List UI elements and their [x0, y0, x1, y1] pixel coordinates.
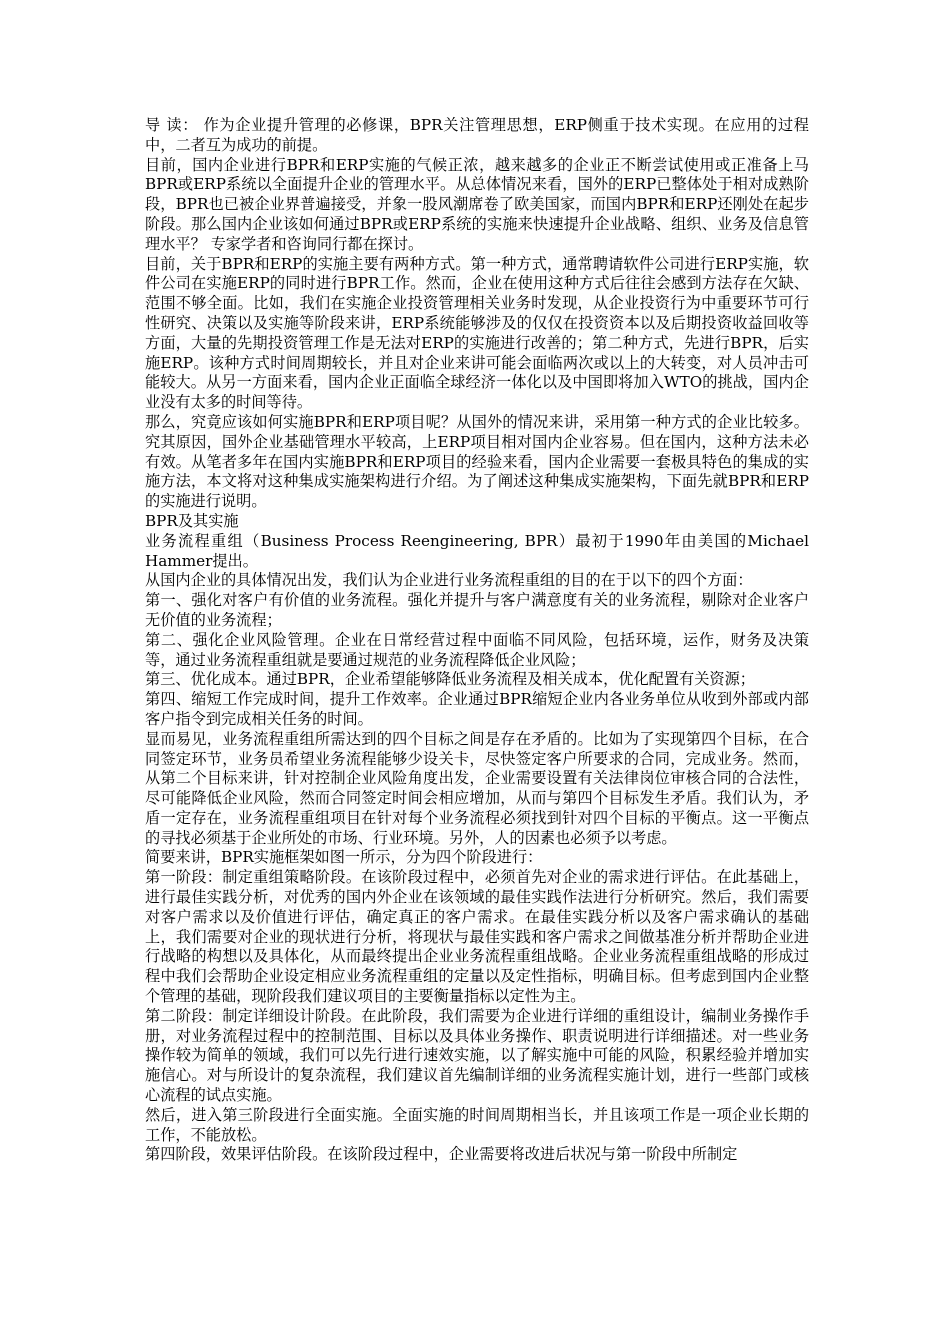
stage-paragraph: 第四阶段，效果评估阶段。在该阶段过程中，企业需要将改进后状况与第一阶段中所制定 [145, 1145, 738, 1164]
stage-paragraph: 然后，进入第三阶段进行全面实施。全面实施的时间周期相当长，并且该项工作是一项企业长期的工作，不能放松。 [145, 1105, 809, 1144]
list-item: 第二、强化企业风险管理。企业在日常经营过程中面临不同风险，包括环境，运作，财务及决策等，通过业务流程重组就是要通过规范的业务流程降低企业风险； [145, 630, 809, 669]
section-heading: BPR及其实施 [145, 511, 239, 530]
stage-paragraph: 第一阶段：制定重组策略阶段。在该阶段过程中，必须首先对企业的需求进行评估。在此基础上，进行最佳实践分析，对优秀的国内外企业在该领域的最佳实践作法进行分析研究。然后，我们需要对客户需求以及价值进行评估，确定真正的客户需求。在最佳实践分析以及客户需求确认的基础上，我们需要对企业的现状进行分析，将现状与最佳实践和客户需求之间做基准分析并帮助企业进行战略的构想以及具体化，从而最终提出企业业务流程重组战略。企业业务流程重组战略的形成过程中我们会帮助企业设定相应业务流程重组的定量以及定性指标，明确目标。但考虑到国内企业整个管理的基础，现阶段我们建议项目的主要衡量指标以定性为主。 [145, 868, 809, 1006]
document-page [145, 116, 809, 1165]
body-paragraph: 从国内企业的具体情况出发，我们认为企业进行业务流程重组的目的在于以下的四个方面： [145, 571, 753, 590]
body-paragraph: 业务流程重组（Business Process Reengineering, BPR）最初于1990年由美国的Michael Hammer提出。 [145, 531, 809, 570]
body-paragraph: 那么，究竟应该如何实施BPR和ERP项目呢？从国外的情况来讲，采用第一种方式的企业比较多。究其原因，国外企业基础管理水平较高，上ERP项目相对国内企业容易。但在国内，这种方法未必有效。从笔者多年在国内实施BPR和ERP项目的经验来看，国内企业需要一套极具特色的集成的实施方法，本文将对这种集成实施架构进行介绍。为了阐述这种集成实施架构，下面先就BPR和ERP的实施进行说明。 [145, 412, 809, 511]
list-item: 第三、优化成本。通过BPR，企业希望能够降低业务流程及相关成本，优化配置有关资源； [145, 670, 755, 689]
stage-paragraph: 第二阶段：制定详细设计阶段。在此阶段，我们需要为企业进行详细的重组设计，编制业务操作手册，对业务流程过程中的控制范围、目标以及具体业务操作、职责说明进行详细描述。对一些业务操作较为简单的领域，我们可以先行进行速效实施，以了解实施中可能的风险，积累经验并增加实施信心。对与所设计的复杂流程，我们建议首先编制详细的业务流程实施计划，进行一些部门或核心流程的试点实施。 [145, 1006, 809, 1105]
body-paragraph: 显而易见，业务流程重组所需达到的四个目标之间是存在矛盾的。比如为了实现第四个目标，在合同签定环节，业务员希望业务流程能够少设关卡，尽快签定客户所要求的合同，完成业务。然而，从第二个目标来讲，针对控制企业风险角度出发，企业需要设置有关法律岗位审核合同的合法性，尽可能降低企业风险，然而合同签定时间会相应增加，从而与第四个目标发生矛盾。我们认为，矛盾一定存在，业务流程重组项目在针对每个业务流程必须找到针对四个目标的平衡点。这一平衡点的寻找必须基于企业所处的市场、行业环境。另外，人的因素也必须予以考虑。 [145, 729, 809, 847]
body-paragraph: 目前，关于BPR和ERP的实施主要有两种方式。第一种方式，通常聘请软件公司进行ERP实施，软件公司在实施ERP的同时进行BPR工作。然而，企业在使用这种方式后往往会感到方法存在欠缺、范围不够全面。比如，我们在实施企业投资管理相关业务时发现，从企业投资行为中重要环节可行性研究、决策以及实施等阶段来讲，ERP系统能够涉及的仅仅在投资资本以及后期投资收益回收等方面，大量的先期投资管理工作是无法对ERP的实施进行改善的；第二种方式，先进行BPR，后实施ERP。该种方式时间周期较长，并且对企业来讲可能会面临两次或以上的大转变，对人员冲击可能较大。从另一方面来看，国内企业正面临全球经济一体化以及中国即将加入WTO的挑战，国内企业没有太多的时间等待。 [145, 254, 809, 412]
list-item: 第一、强化对客户有价值的业务流程。强化并提升与客户满意度有关的业务流程，剔除对企业客户无价值的业务流程； [145, 591, 809, 629]
list-item: 第四、缩短工作完成时间，提升工作效率。企业通过BPR缩短企业内各业务单位从收到外部或内部客户指令到完成相关任务的时间。 [145, 690, 809, 728]
lead-paragraph: 导 读： 作为企业提升管理的必修课，BPR关注管理思想，ERP侧重于技术实现。在应用的过程中，二者互为成功的前提。 [145, 116, 809, 154]
body-paragraph: 简要来讲，BPR实施框架如图一所示，分为四个阶段进行： [145, 848, 543, 867]
body-paragraph: 目前，国内企业进行BPR和ERP实施的气候正浓，越来越多的企业正不断尝试使用或正准备上马BPR或ERP系统以全面提升企业的管理水平。从总体情况来看，国外的ERP已整体处于相对成熟阶段，BPR也已被企业界普遍接受，并象一股风潮席卷了欧美国家，而国内BPR和ERP还刚处在起步阶段。那么国内企业该如何通过BPR或ERP系统的实施来快速提升企业战略、组织、业务及信息管理水平？ 专家学者和咨询同行都在探讨。 [145, 155, 809, 253]
